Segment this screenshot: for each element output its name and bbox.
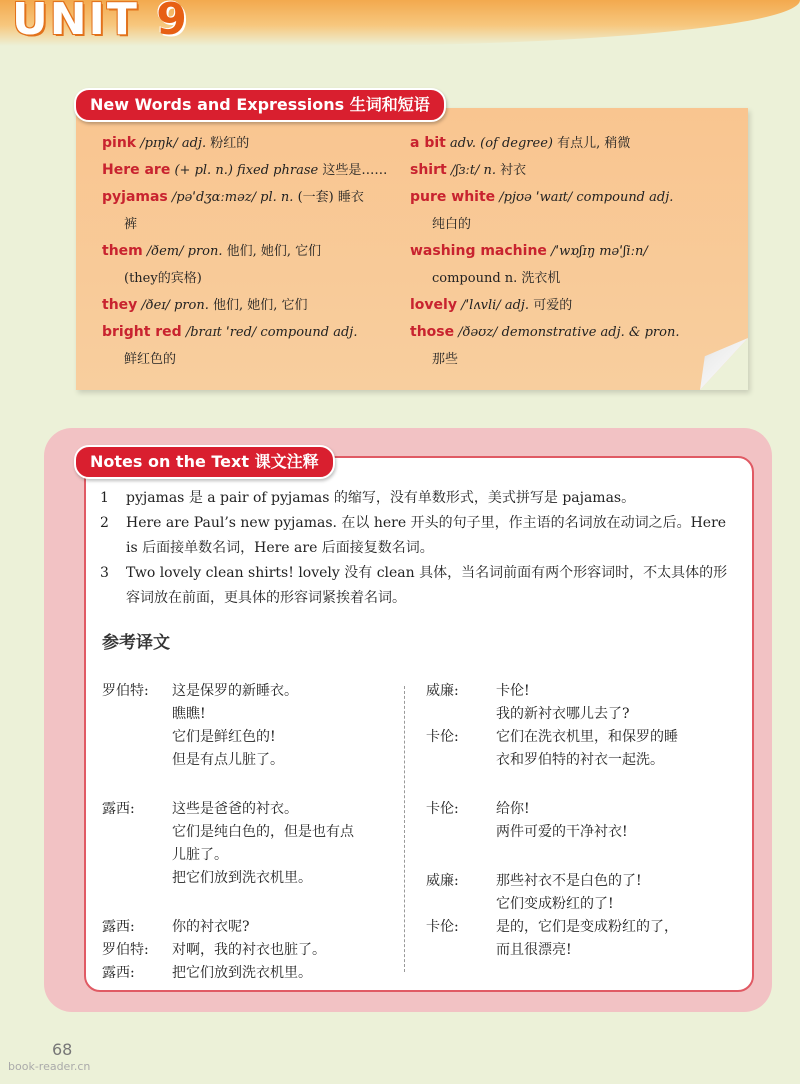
vocab-phonetic: /ˈwɒʃɪŋ məˈʃiːn/ [551, 244, 648, 259]
vocab-entry [410, 184, 730, 211]
speaker: 罗伯特: [102, 683, 149, 699]
dialogue-turn [102, 798, 402, 890]
dialogue-right [426, 680, 736, 962]
speaker: 威廉: [426, 683, 459, 699]
vocab-headword: washing machine [410, 243, 547, 259]
vocab-headword: those [410, 324, 455, 340]
dialogue-line: 瞧瞧! [172, 706, 206, 722]
watermark: book-reader.cn [8, 1060, 91, 1073]
page-number: 68 [52, 1040, 73, 1059]
dialogue-line: 是的，它们是变成粉红的了， [496, 919, 678, 935]
vocab-headword: them [102, 243, 143, 259]
vocab-entry [102, 130, 392, 157]
speaker: 露西: [102, 965, 135, 981]
dialogue-lines [496, 726, 736, 772]
vocab-headword: pyjamas [102, 189, 168, 205]
vocab-headword: pure white [410, 189, 496, 205]
vocab-entry [102, 319, 392, 346]
vocab-phonetic: /ʃɜːt/ n. [450, 163, 496, 178]
dialogue-gap [426, 772, 736, 798]
dialogue-lines [172, 680, 402, 772]
vocab-phonetic: (+ pl. n.) fixed phrase [174, 163, 319, 178]
vocab-gloss: 这些是…… [322, 163, 388, 178]
vocab-headword: a bit [410, 135, 446, 151]
dialogue-line: 对啊，我的衬衣也脏了。 [172, 942, 326, 958]
notes-section-title: Notes on the Text 课文注释 [74, 445, 335, 479]
dialogue-gap [102, 890, 402, 916]
note-item [100, 511, 740, 561]
dialogue-lines [496, 870, 736, 916]
vocab-headword: lovely [410, 297, 457, 313]
vocab-entry [410, 130, 730, 157]
speaker: 罗伯特: [102, 942, 149, 958]
vocab-phonetic: /pɪŋk/ adj. [140, 136, 207, 151]
vocab-gloss-continued: 纯白的 [432, 217, 472, 232]
dialogue-turn [102, 916, 402, 939]
note-item [100, 486, 740, 511]
dialogue-turn [102, 680, 402, 772]
dialogue-lines [496, 916, 736, 962]
vocab-gloss: 他们, 她们, 它们 [213, 298, 308, 313]
note-text: Two lovely clean shirts! lovely 没有 clean 具体，当名词前面有两个形容词时，不太具体的形容词放在前面，更具体的形容词紧挨着名词。 [126, 565, 728, 606]
vocab-phonetic: /ðem/ pron. [146, 244, 223, 259]
speaker: 威廉: [426, 873, 459, 889]
vocab-entry [410, 157, 730, 184]
dialogue-lines [496, 798, 736, 844]
vocab-gloss-continued: 那些 [432, 352, 459, 367]
vocab-headword: pink [102, 135, 137, 151]
dialogue-turn [426, 870, 736, 916]
dialogue-line: 衣和罗伯特的衬衣一起洗。 [496, 752, 664, 768]
note-number: 1 [100, 490, 109, 506]
notes-list [100, 486, 740, 611]
dialogue-divider [404, 686, 405, 972]
dialogue-gap [102, 772, 402, 798]
vocab-phonetic: /ˈlʌvli/ adj. [461, 298, 530, 313]
dialogue-turn [102, 962, 402, 985]
dialogue-left [102, 680, 402, 985]
vocab-gloss-continued: (they的宾格) [124, 271, 202, 286]
note-item [100, 561, 740, 611]
vocab-gloss: 可爱的 [533, 298, 573, 313]
dialogue-line: 把它们放到洗衣机里。 [172, 965, 312, 981]
vocab-phonetic: /braɪt ˈred/ compound adj. [185, 325, 358, 340]
vocab-gloss: 他们, 她们, 它们 [226, 244, 322, 259]
note-number: 2 [100, 515, 109, 531]
dialogue-line: 它们变成粉红的了! [496, 896, 614, 912]
vocab-phonetic: /pəˈdʒɑːməz/ pl. n. [171, 190, 294, 205]
translation-title: 参考译文 [102, 633, 170, 653]
vocab-phonetic: /pjʊə ˈwaɪt/ compound adj. [499, 190, 674, 205]
dialogue-lines [172, 939, 402, 962]
vocab-entry [102, 292, 392, 319]
speaker: 卡伦: [426, 729, 459, 745]
dialogue-line: 儿脏了。 [172, 847, 228, 863]
speaker: 露西: [102, 801, 135, 817]
dialogue-turn [102, 939, 402, 962]
vocab-headword: shirt [410, 162, 447, 178]
vocab-headword: bright red [102, 324, 182, 340]
dialogue-lines [172, 916, 402, 939]
dialogue-turn [426, 798, 736, 844]
note-text: pyjamas 是 a pair of pyjamas 的缩写，没有单数形式，美式拼写是 pajamas。 [126, 490, 636, 506]
dialogue-line: 两件可爱的干净衬衣! [496, 824, 628, 840]
vocab-gloss-continued: 裤 [124, 217, 138, 232]
words-column-right [410, 130, 730, 373]
vocab-phonetic: /ðeɪ/ pron. [141, 298, 209, 313]
dialogue-line: 给你! [496, 801, 530, 817]
dialogue-line: 但是有点儿脏了。 [172, 752, 284, 768]
note-text: Here are Paul’s new pyjamas. 在以 here 开头的句子里，作主语的名词放在动词之后。Here is 后面接单数名词，Here are 后面接复数名词。 [126, 515, 727, 556]
dialogue-turn [426, 680, 736, 726]
vocab-gloss: (一套) 睡衣 [297, 190, 364, 205]
vocab-gloss-continued: 鲜红色的 [124, 352, 177, 367]
dialogue-line: 这是保罗的新睡衣。 [172, 683, 298, 699]
speaker: 卡伦: [426, 801, 459, 817]
dialogue-line: 它们在洗衣机里，和保罗的睡 [496, 729, 678, 745]
vocab-headword: they [102, 297, 138, 313]
dialogue-lines [496, 680, 736, 726]
dialogue-turn [426, 916, 736, 962]
speaker: 露西: [102, 919, 135, 935]
dialogue-line: 它们是鲜红色的! [172, 729, 276, 745]
words-column-left [102, 130, 392, 373]
vocab-gloss-continued: compound n. 洗衣机 [432, 271, 561, 286]
dialogue-gap [426, 844, 736, 870]
vocab-entry [410, 292, 730, 319]
dialogue-line: 这些是爸爸的衬衣。 [172, 801, 298, 817]
vocab-phonetic: /ðəʊz/ demonstrative adj. & pron. [458, 325, 680, 340]
dialogue-line: 那些衬衣不是白色的了! [496, 873, 642, 889]
vocab-entry [102, 157, 392, 184]
unit-title: UNIT 9 [12, 0, 189, 45]
vocab-entry [410, 319, 730, 346]
words-section-title: New Words and Expressions 生词和短语 [74, 88, 446, 122]
note-number: 3 [100, 565, 109, 581]
speaker: 卡伦: [426, 919, 459, 935]
dialogue-line: 它们是纯白色的，但是也有点 [172, 824, 354, 840]
vocab-entry [102, 238, 392, 265]
vocab-headword: Here are [102, 162, 171, 178]
vocab-gloss: 衬衣 [500, 163, 527, 178]
vocab-gloss: 粉红的 [210, 136, 250, 151]
vocab-entry [410, 238, 730, 265]
dialogue-line: 卡伦! [496, 683, 530, 699]
vocab-entry [102, 184, 392, 211]
dialogue-line: 把它们放到洗衣机里。 [172, 870, 312, 886]
vocab-phonetic: adv. (of degree) [449, 136, 553, 151]
dialogue-line: 我的新衬衣哪儿去了? [496, 706, 630, 722]
dialogue-line: 而且很漂亮! [496, 942, 572, 958]
dialogue-lines [172, 962, 402, 985]
dialogue-lines [172, 798, 402, 890]
dialogue-turn [426, 726, 736, 772]
dialogue-line: 你的衬衣呢? [172, 919, 250, 935]
vocab-gloss: 有点儿, 稍微 [557, 136, 631, 151]
